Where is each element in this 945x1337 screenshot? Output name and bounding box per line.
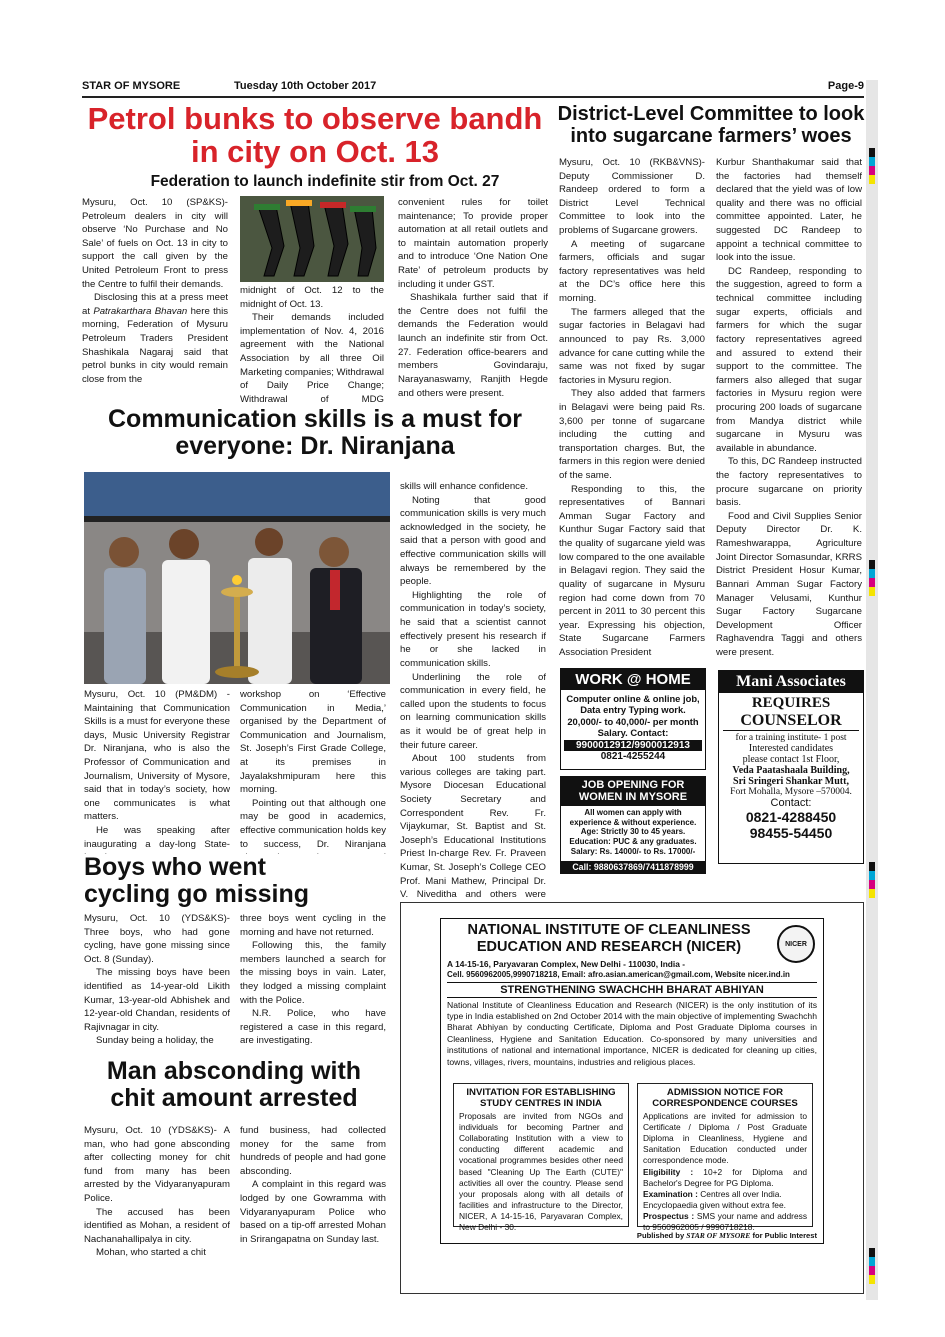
nicer-box1-body: Proposals are invited from NGOs and individuals for becoming Partner and Collaborating Institution with a view to conducting different academic and vocational programmes besides other need based "Cleaning Up The Earth (CUTE)" activities all over the country. Please send your proposals along with all details of facilities and infrastructure to the Director, NICER, A 14-15-16, Paryavaran Complex, New Delhi - 30. bbox=[459, 1111, 623, 1232]
nicer-published-brand: STAR OF MYSORE bbox=[686, 1231, 751, 1240]
mani-role: COUNSELOR bbox=[723, 712, 859, 731]
sugarcane-para: Food and Civil Supplies Senior Deputy Director Dr. K. Rameshwarappa, Agriculture Joint Director Somasundar, KRRS District President Hosur Kumar, Bannari Amman Sugar Factory Manager Velusami, Kunthur Sugar Factory Sugarcane Development Officer Raghavendra Taggi and others were present. bbox=[716, 510, 862, 658]
sugarcane-headline-line1: District-Level Committee to look bbox=[557, 103, 865, 125]
petrol-text: here this morning, Federation of Mysuru Petroleum Traders President Shashikala Nagaraj said that petrol bunks in city would remain close from the bbox=[82, 305, 228, 385]
mani-name: Mani Associates bbox=[719, 671, 863, 693]
masthead-rule bbox=[82, 96, 864, 98]
boys-headline bbox=[84, 854, 390, 908]
chit-para: A complaint in this regard was lodged by one Gowramma with Vidyaranyapuram Police who based on a tip-off arrested Mohan in Srirangapatna on Sunday last. bbox=[240, 1179, 386, 1245]
work-home-body: Computer online & online job, Data entry Typing work. 20,000/- to 40,000/- per month Salary. Contact: bbox=[566, 693, 700, 739]
print-margin-strip bbox=[866, 80, 878, 1300]
nicer-title bbox=[441, 919, 771, 957]
chit-col-1 bbox=[84, 1124, 230, 1274]
nicer-exam-text: Centres all over India. bbox=[700, 1188, 782, 1199]
job-opening-title: JOB OPENING FOR WOMEN IN MYSORE bbox=[561, 777, 705, 806]
mani-line: Veda Paatashaala Building, bbox=[732, 765, 850, 776]
registration-mark bbox=[869, 560, 875, 596]
work-home-phone2: 0821-4255244 bbox=[600, 750, 666, 762]
sugarcane-para: To this, DC Randeep instructed the factory representatives to procure sugarcane on priority basis. bbox=[716, 456, 862, 509]
nicer-encyclopaedia: Encyclopaedia given without extra fee. bbox=[643, 1199, 786, 1210]
mani-phone: 0821-4288450 bbox=[745, 809, 837, 825]
boys-col-2 bbox=[240, 912, 386, 1056]
sugarcane-para: Responding to this, the representatives of Bannari Amman Sugar Factory and Kunthur Sugar Factory said that the quality of sugarcane yield was low compared to the one available in Belagavi region. They said the quality of sugarcane in Mysuru region had come down from 70 percent in 2011 to 30 percent this year. Expressing his objection, State Sugarcane Farmers Association President bbox=[559, 483, 705, 658]
nicer-title-line1: NATIONAL INSTITUTE OF CLEANLINESS bbox=[467, 922, 751, 938]
boys-para: Mysuru, Oct. 10 (YDS&KS)- Three boys, who had gone cycling, have gone missing since Oct. 8 (Sunday). bbox=[84, 913, 230, 965]
communication-para: Underlining the role of communication in every field, he called upon the students to focus on learning communication skills as it would be of great help in their future career. bbox=[400, 671, 546, 751]
work-home-ad bbox=[560, 668, 706, 770]
masthead bbox=[82, 80, 864, 96]
nicer-published-post: for Public Interest bbox=[752, 1231, 817, 1240]
mani-line: please contact 1st Floor, bbox=[742, 754, 840, 765]
nicer-intro: National Institute of Cleanliness Education and Research (NICER) is the only institution of its type in India established on 2nd October 2014 with the main objective of implementing Swachchh Bharat Abhiyan by conducting Certificate, Diploma and Post Graduate Diploma courses in Cleanliness, Hygiene and Sanitation Education. Co-sponsored by many universities and institutions of national and international importance, NICER is dedicated for cleaning up cities, towns, villages, rivers, mountains, industries and religious places. bbox=[447, 999, 817, 1067]
nicer-contact: Cell. 9560962005,9990718218, Email: afro.asian.american@gmail.com, Website nicer.ind.in bbox=[447, 969, 790, 979]
nicer-examination bbox=[643, 1189, 807, 1200]
chit-para: Mohan, who started a chit bbox=[96, 1247, 206, 1259]
nicer-study-centres-box bbox=[453, 1083, 629, 1232]
communication-col-2 bbox=[240, 688, 386, 854]
communication-headline-line1: Communication skills is a must for bbox=[108, 405, 522, 433]
issue-date: Tuesday 10th October 2017 bbox=[234, 80, 377, 92]
nicer-admission-box bbox=[637, 1083, 813, 1232]
fuel-nozzles-illustration bbox=[240, 196, 384, 282]
chit-headline-line1: Man absconding with bbox=[106, 1057, 362, 1085]
venue-name: Patrakarthara Bhavan bbox=[93, 305, 188, 317]
mani-associates-ad bbox=[718, 670, 864, 864]
nicer-published-by bbox=[637, 1231, 817, 1240]
sugarcane-headline bbox=[556, 104, 866, 147]
paper-name: STAR OF MYSORE bbox=[82, 80, 181, 92]
job-opening-body: All women can apply with experience & without experience. Age: Strictly 30 to 45 years. Education: PUC & any graduates. Salary: Rs. 14000/- to Rs. 17000/- bbox=[569, 807, 697, 857]
nicer-elig-label: Eligibility : bbox=[643, 1166, 694, 1177]
petrol-para bbox=[82, 291, 228, 386]
job-opening-ad bbox=[560, 776, 706, 874]
petrol-col-3 bbox=[398, 196, 548, 408]
communication-para: Mysuru, Oct. 10 (PM&DM) - Maintaining that Communication Skills is a must for everyone these days, Music University Registrar Dr. Niranjana, who is also the Professor of Communication and Journalism, University of Mysore, said that in today’s society, how one communicates is what matters. bbox=[84, 689, 230, 823]
mani-contact-label: Contact: bbox=[770, 797, 812, 809]
nicer-box1-title: INVITATION FOR ESTABLISHING STUDY CENTRES IN INDIA bbox=[466, 1087, 616, 1110]
nicer-strengthening: STRENGTHENING SWACHCHH BHARAT ABHIYAN bbox=[447, 982, 817, 998]
sugarcane-para: DC Randeep, responding to the suggestion, agreed to form a technical committee including sugar experts, officials and farmers for which the sugar factory representatives agreed and assured to extend their support to the committee. The farmers also alleged that sugar factories in Mysuru region were procuring 200 loads of sugarcane from Mandya district while sugarcane in Mysuru was available in abundance. bbox=[716, 265, 862, 454]
sugarcane-col-2 bbox=[716, 156, 862, 662]
petrol-headline-line1: Petrol bunks to observe bandh bbox=[87, 101, 543, 136]
chit-headline bbox=[76, 1058, 392, 1112]
petrol-para: Mysuru, Oct. 10 (SP&KS)- Petroleum dealers in city will observe ‘No Purchase and No Sale’ of fuels on Oct. 13 in city to support the call given by the United Petroleum Front to press the Centre to fulfil their demands. bbox=[82, 197, 228, 290]
nicer-pros-label: Prospectus : bbox=[643, 1210, 695, 1221]
mani-requires: REQUIRES bbox=[751, 695, 831, 711]
lamp-lighting-illustration bbox=[84, 472, 390, 684]
petrol-col-1 bbox=[82, 196, 228, 408]
communication-headline-line2: everyone: Dr. Niranjana bbox=[175, 432, 455, 460]
mani-line: Fort Mohalla, Mysore –570004. bbox=[730, 787, 852, 797]
petrol-col-2 bbox=[240, 284, 384, 408]
nicer-elig-text: 10+2 for Diploma and Bachelor's Degree for PG Diploma. bbox=[643, 1166, 808, 1188]
sugarcane-headline-line2: into sugarcane farmers’ woes bbox=[570, 124, 852, 147]
nicer-published-pre: Published by bbox=[636, 1231, 685, 1240]
sugarcane-para: Kurbur Shanthakumar said that the factories had themself declared that the yield was of low quality and there was no official committee appointed. Later, he suggested DC Randeep to appoint a technical committee to look into the issue. bbox=[716, 157, 862, 264]
work-home-title: WORK @ HOME bbox=[561, 669, 705, 690]
nicer-box2-title: ADMISSION NOTICE FOR CORRESPONDENCE COURSES bbox=[652, 1087, 798, 1110]
communication-headline bbox=[82, 406, 548, 460]
nicer-pros-text: SMS your name and address to 9560962005 / 9990718218. bbox=[643, 1210, 808, 1232]
petrol-headline-line2: in city on Oct. 13 bbox=[190, 134, 440, 170]
sugarcane-para: Mysuru, Oct. 10 (RKB&VNS)- Deputy Commissioner D. Randeep ordered to form a District Level Technical Committee to look into the problems of Sugarcane growers. bbox=[559, 157, 705, 237]
sugarcane-para: The farmers alleged that the sugar factories in Belagavi had announced to pay Rs. 3,000 advance for cane cutting while the same was not fixed by sugar factories in Mysuru region. bbox=[559, 306, 705, 386]
petrol-subhead: Federation to launch indefinite stir from Oct. 27 bbox=[150, 173, 500, 190]
petrol-para: midnight of Oct. 12 to the midnight of Oct. 13. bbox=[240, 285, 384, 310]
communication-para: Noting that good communication skills is very much acknowledged in the society, he said that a person with good and effective communication skills will always be remembered by the people. bbox=[400, 494, 546, 588]
mani-phone: 98455-54450 bbox=[749, 825, 833, 841]
chit-para: fund business, had collected money for the same from hundreds of people and had gone absconding. bbox=[240, 1125, 386, 1177]
communication-col-1 bbox=[84, 688, 230, 854]
nicer-eligibility bbox=[643, 1167, 807, 1189]
nicer-ad bbox=[440, 918, 824, 1244]
communication-para: workshop on ‘Effective Communication in Media,’ organised by the Department of Communication and Journalism, St. Joseph’s First Grade College, at its premises in Jayalakshmipuram here this morning. bbox=[240, 689, 386, 796]
work-home-phones: 9900012912/9900012913 bbox=[564, 740, 702, 751]
nicer-title-line2: EDUCATION AND RESEARCH (NICER) bbox=[476, 939, 742, 956]
registration-mark bbox=[869, 1248, 875, 1284]
communication-para: About 100 students from various colleges are taking part. Mysore Diocesan Educational Society Secretary and Correspondent Rev. Fr. Vijaykumar, St. Baptist and St. Joseph’s Educational Institutions Priest In-charge Rev. Fr. Praveen Kumar, St. Joseph’s College CEO Prof. Mani Mathew, Principal Dr. V. Niveditha and others were bbox=[400, 753, 546, 900]
nicer-logo-text: NICER bbox=[785, 940, 807, 948]
boys-headline-line2: cycling go missing bbox=[84, 880, 310, 908]
petrol-para: Their demands included implementation of Nov. 4, 2016 agreement with the National Association by all three Oil Marketing companies; Withdrawal of Daily Price Change; Withdrawal of MDG bbox=[240, 312, 384, 405]
registration-mark bbox=[869, 148, 875, 184]
boys-para: Following this, the family members launched a search for the missing boys in vain. Later, they lodged a missing complaint with the Police. bbox=[240, 940, 386, 1006]
boys-para: Sunday being a holiday, the bbox=[96, 1035, 214, 1047]
mani-line: Sri Sringeri Shankar Mutt, bbox=[733, 776, 849, 787]
sugarcane-col-1 bbox=[559, 156, 705, 662]
mani-line: for a training institute- 1 post bbox=[735, 733, 847, 743]
boys-para: three boys went cycling in the morning and have not returned. bbox=[240, 913, 386, 938]
boys-para: The missing boys have been identified as 14-year-old Likith Kumar, 13-year-old Abhishek and 12-year-old Chandan, residents of Rajivnagar in city. bbox=[84, 967, 230, 1033]
nicer-box2-body: Applications are invited for admission to Certificate / Diploma / Post Graduate Diploma in Cleanliness, Hygiene and Sanitation Education conducted under correspondence mode. bbox=[643, 1111, 807, 1166]
chit-para: Mysuru, Oct. 10 (YDS&KS)- A man, who had gone absconding after collecting money for chit fund from many has been arrested by the Vidyaranyapuram Police. bbox=[84, 1125, 230, 1205]
registration-mark bbox=[869, 862, 875, 898]
page-number: Page-9 bbox=[827, 80, 864, 92]
chit-col-2 bbox=[240, 1124, 386, 1274]
nicer-logo-icon bbox=[777, 925, 815, 963]
communication-para: Pointing out that although one may be good in academics, effective communication holds key to success, Dr. Niranjana bbox=[240, 797, 386, 850]
nicer-prospectus bbox=[643, 1211, 807, 1233]
petrol-headline bbox=[82, 102, 548, 169]
communication-right-col bbox=[400, 480, 546, 900]
nicer-address: A 14-15-16, Paryavaran Complex, New Delhi - 110030, India - bbox=[447, 958, 686, 969]
lamp-lighting-photo bbox=[84, 472, 390, 684]
boys-col-1 bbox=[84, 912, 230, 1056]
boys-headline-line1: Boys who went bbox=[84, 853, 266, 881]
fuel-nozzles-photo bbox=[240, 196, 384, 282]
job-opening-call: Call: 9880637869/7411878999 bbox=[561, 861, 705, 873]
petrol-text: Disclosing this at a press meet at bbox=[82, 292, 228, 317]
communication-para: Highlighting the role of communication in today’s society, he said that a scientist cannot effectively present his research if he or she lacked in communication skills. bbox=[400, 589, 546, 669]
nicer-exam-label: Examination : bbox=[643, 1188, 698, 1199]
communication-para: skills will enhance confidence. bbox=[400, 481, 528, 492]
boys-para: N.R. Police, who have registered a case in this regard, are investigating. bbox=[240, 1008, 386, 1047]
sugarcane-para: They also added that farmers in Belagavi were being paid Rs. 3,600 per tonne of sugarcane including the cutting and transportation charges. But, the farmers in this region were denied of the same. bbox=[559, 388, 705, 482]
chit-para: The accused has been identified as Mohan, a resident of Nachanahallipalya in city. bbox=[84, 1206, 230, 1245]
sugarcane-para: A meeting of sugarcane farmers, officials and sugar factory representatives was held at the DC’s office here this morning. bbox=[559, 238, 705, 305]
mani-line: Interested candidates bbox=[748, 743, 834, 754]
petrol-para: convenient rules for toilet maintenance; To provide proper automation at all retail outlets and to maintain automation properly and to introduce ‘One Nation One Rate’ of petroleum products by including it under GST. bbox=[398, 197, 548, 290]
communication-para: He was speaking after inaugurating a day-long State- bbox=[84, 825, 230, 850]
petrol-para: Shashikala further said that if the Centre does not fulfil the demands the Federation would launch an indefinite stir from Oct. 27. Federation office-bearers and members Govindaraju, Narayanaswamy, Ranjith Hegde and others were present. bbox=[398, 292, 548, 399]
chit-headline-line2: chit amount arrested bbox=[110, 1084, 358, 1112]
